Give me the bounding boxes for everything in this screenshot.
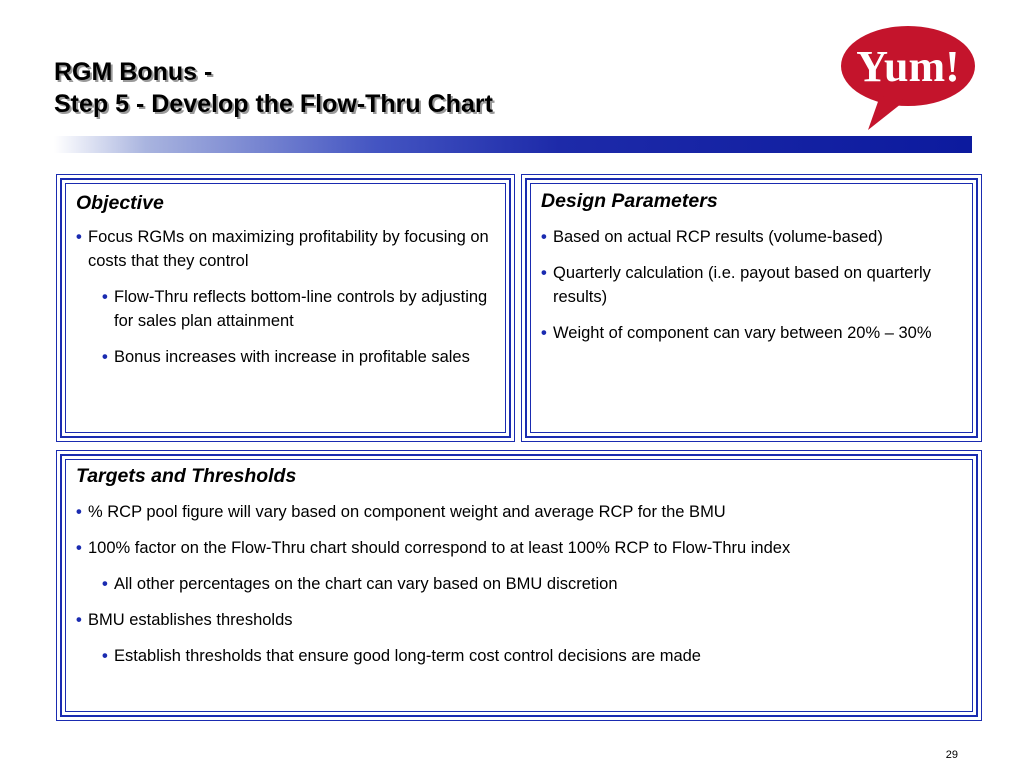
logo-text: Yum! (856, 42, 960, 91)
targets-bullet (76, 608, 962, 632)
bullet-icon: • (102, 288, 108, 306)
objective-bullet (76, 225, 495, 273)
bullet-icon: • (102, 575, 108, 593)
design-bullet-text: Based on actual RCP results (volume-based) (553, 228, 883, 246)
objective-bullet-text: Focus RGMs on maximizing profitability by focusing on costs that they control (88, 228, 489, 270)
targets-bullet (76, 536, 962, 560)
slide-title-line1: RGM Bonus - (54, 58, 213, 86)
objective-heading: Objective (76, 192, 164, 214)
objective-sub-bullet-text: Flow-Thru reflects bottom-line controls by adjusting for sales plan attainment (114, 288, 488, 330)
design-bullet (541, 225, 962, 249)
yum-logo (834, 22, 982, 134)
bullet-icon: • (541, 324, 547, 342)
objective-sub-bullet-text: Bonus increases with increase in profitable sales (114, 348, 470, 366)
design-bullet (541, 261, 962, 309)
targets-bullet-text: BMU establishes thresholds (88, 611, 293, 629)
targets-bullet-text: 100% factor on the Flow-Thru chart should correspond to at least 100% RCP to Flow-Thru index (88, 539, 791, 557)
page-number: 29 (945, 749, 958, 761)
design-bullet-text: Quarterly calculation (i.e. payout based on quarterly results) (553, 264, 931, 306)
design-bullet-text: Weight of component can vary between 20% – 30% (553, 324, 932, 342)
bullet-icon: • (541, 264, 547, 282)
design-bullet (541, 321, 962, 345)
bullet-icon: • (541, 228, 547, 246)
targets-sub-bullet (102, 644, 962, 668)
targets-bullet-text: % RCP pool figure will vary based on component weight and average RCP for the BMU (88, 503, 726, 521)
objective-sub-bullet (102, 345, 495, 369)
bullet-icon: • (76, 228, 82, 246)
bullet-icon: • (102, 348, 108, 366)
design-parameters-heading: Design Parameters (541, 190, 718, 212)
targets-sub-bullet (102, 572, 962, 596)
header-gradient-bar (54, 136, 972, 153)
bullet-icon: • (76, 611, 82, 629)
slide-title-line2: Step 5 - Develop the Flow-Thru Chart (54, 90, 493, 118)
targets-sub-bullet-text: Establish thresholds that ensure good long-term cost control decisions are made (114, 647, 701, 665)
objective-sub-bullet (102, 285, 495, 333)
targets-bullet (76, 500, 962, 524)
targets-heading: Targets and Thresholds (76, 465, 297, 487)
objective-box (56, 174, 515, 442)
design-parameters-box (521, 174, 982, 442)
bullet-icon: • (76, 503, 82, 521)
bullet-icon: • (76, 539, 82, 557)
slide-title (54, 56, 493, 120)
bullet-icon: • (102, 647, 108, 665)
targets-sub-bullet-text: All other percentages on the chart can vary based on BMU discretion (114, 575, 618, 593)
targets-thresholds-box (56, 450, 982, 721)
